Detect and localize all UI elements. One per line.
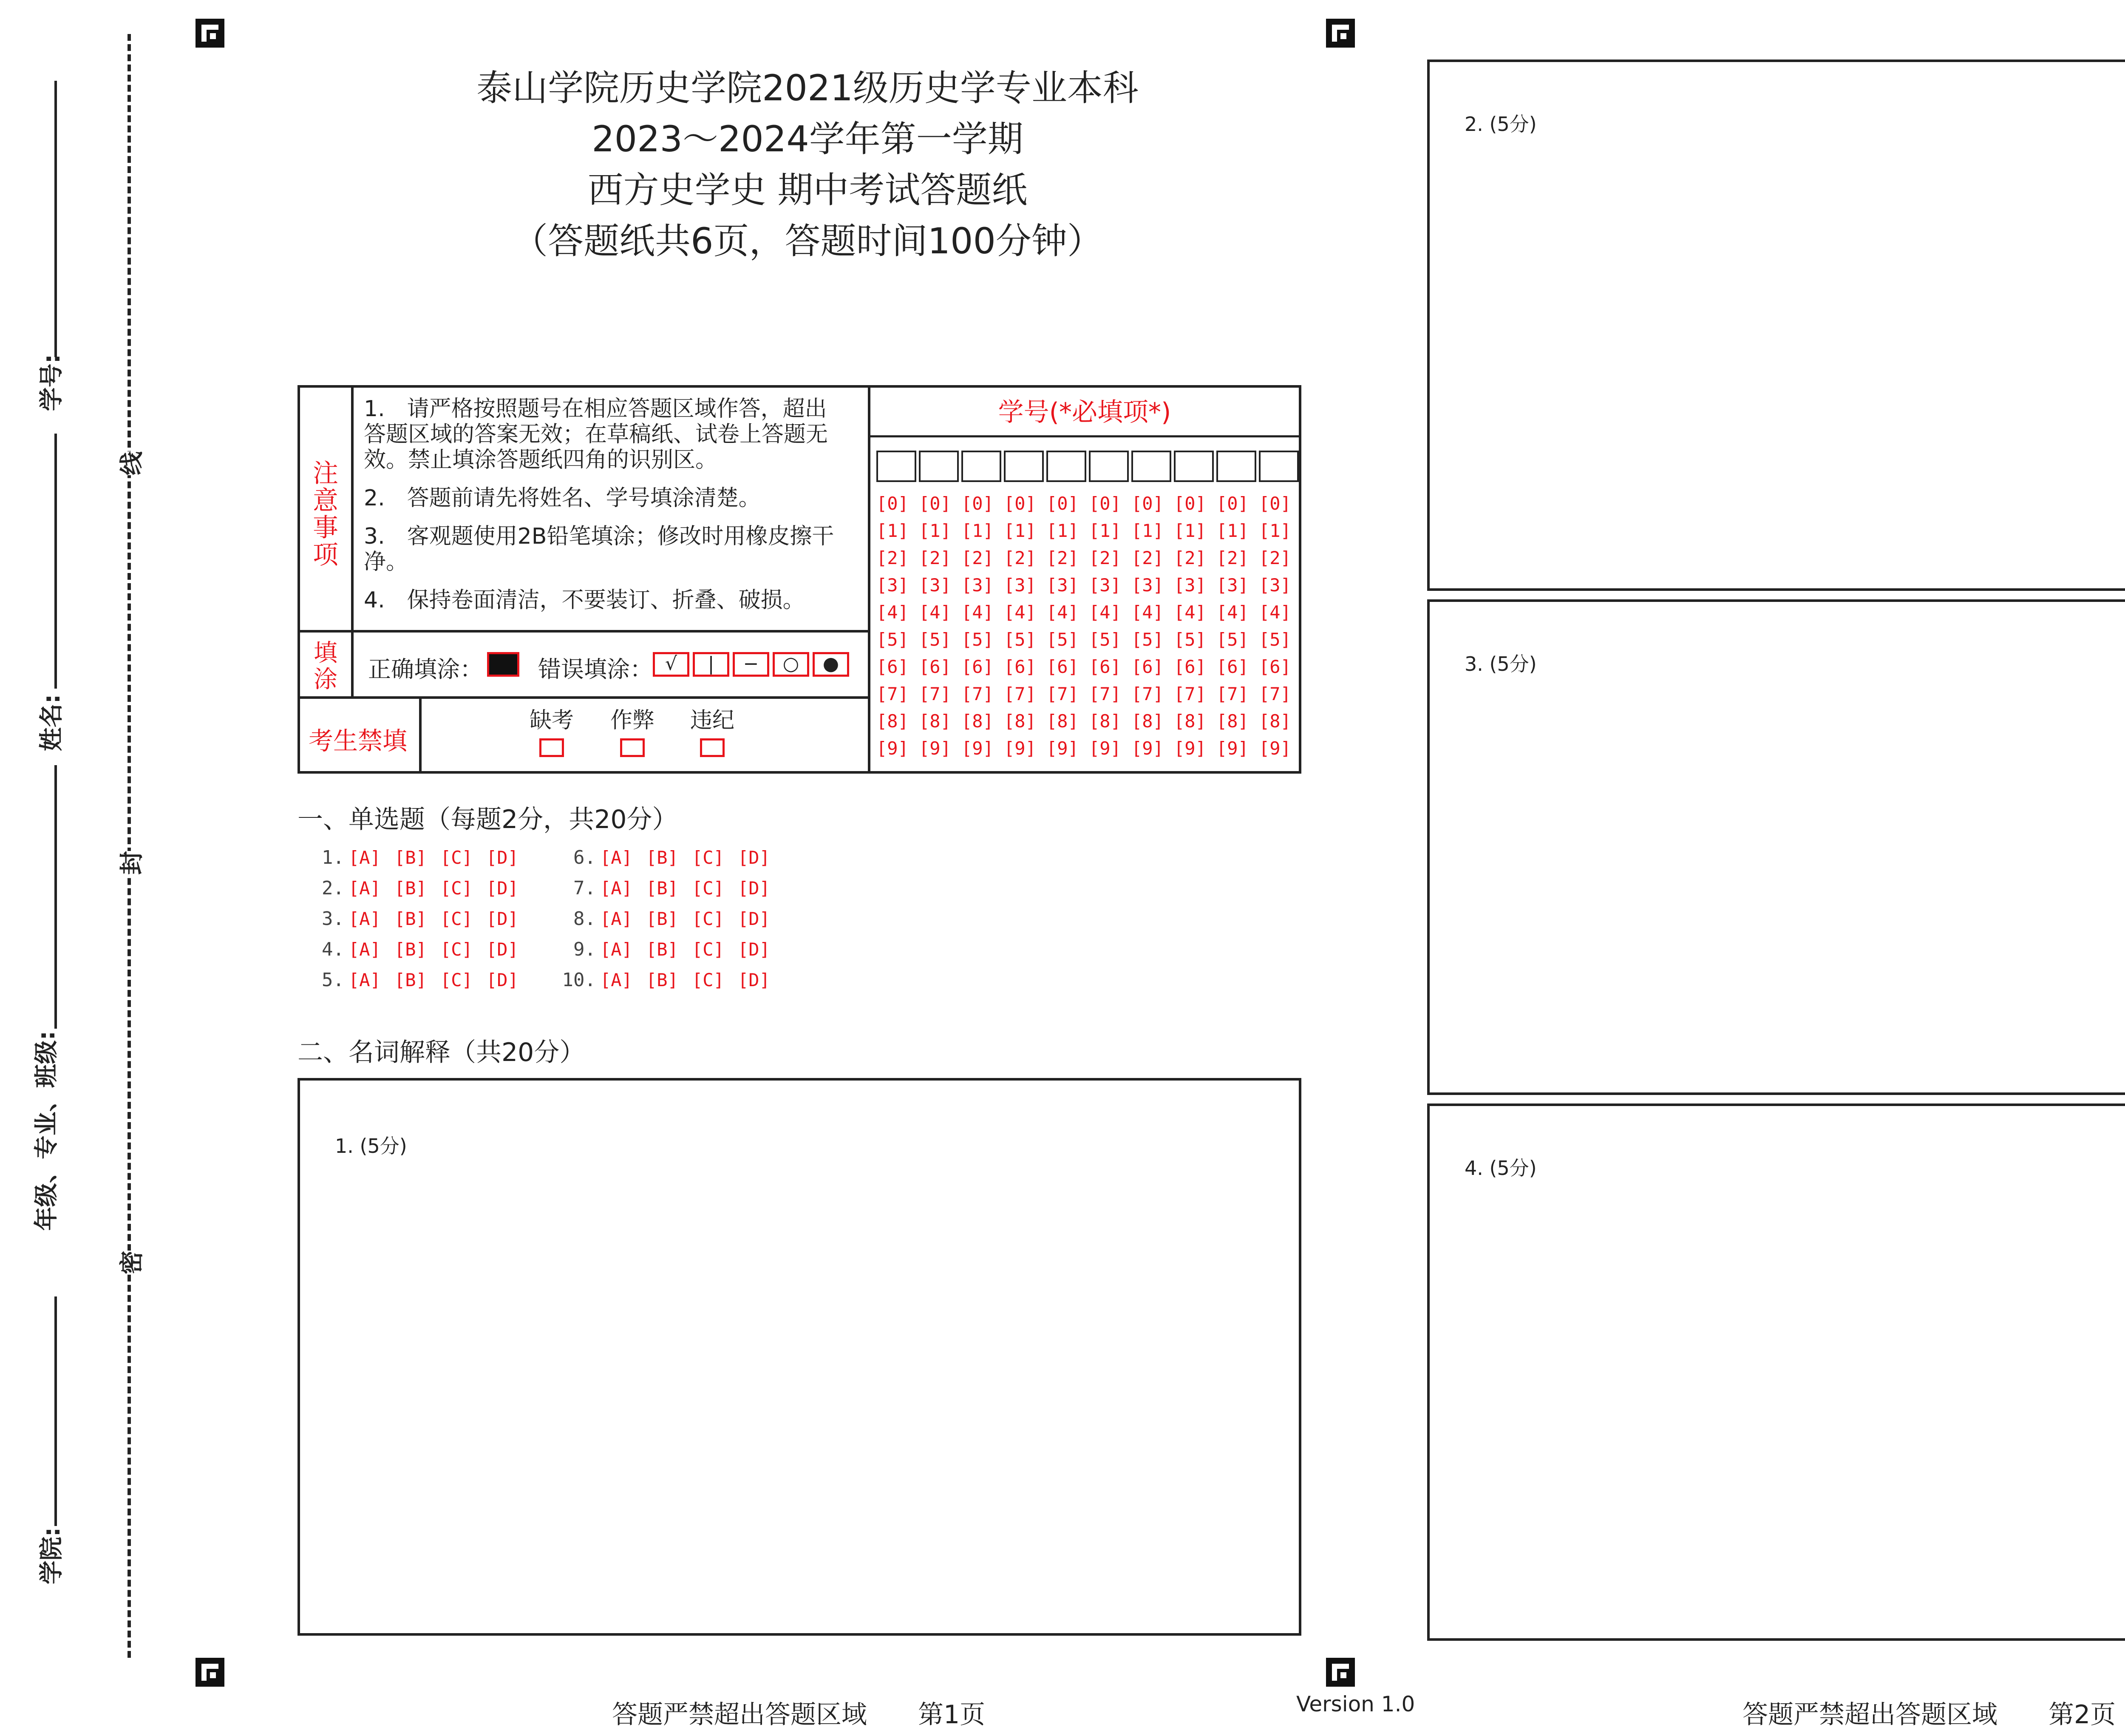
correct-fill-sample: [487, 652, 519, 677]
student-id-bubble[interactable]: [4]: [1259, 602, 1291, 623]
answer-option-bubble[interactable]: [B]: [646, 908, 678, 929]
answer-option-bubble[interactable]: [C]: [440, 847, 473, 868]
answer-option-bubble[interactable]: [A]: [600, 847, 632, 868]
student-id-bubble[interactable]: [7]: [1174, 684, 1206, 704]
question-number: 3.: [322, 908, 344, 930]
notice-item-3: 3. 客观题使用2B铅笔填涂；修改时用橡皮擦干净。: [364, 524, 834, 575]
fill-title: 填涂: [314, 639, 337, 693]
student-id-bubble[interactable]: [1]: [1089, 520, 1121, 541]
answer-box-3[interactable]: [1427, 599, 2125, 1095]
student-id-bubble[interactable]: [1]: [876, 520, 909, 541]
answer-option-bubble[interactable]: [B]: [394, 847, 427, 868]
answer-option-bubble[interactable]: [A]: [348, 939, 381, 960]
student-id-bubble[interactable]: [0]: [1004, 493, 1036, 514]
answer-option-bubble[interactable]: [C]: [692, 878, 724, 899]
answer-option-bubble[interactable]: [B]: [394, 970, 427, 990]
student-id-bubble[interactable]: [6]: [1131, 656, 1164, 677]
student-id-bubble[interactable]: [3]: [961, 575, 994, 596]
answer-box-4[interactable]: [1427, 1103, 2125, 1641]
student-id-bubble[interactable]: [4]: [1174, 602, 1206, 623]
student-id-bubble[interactable]: [5]: [1259, 629, 1291, 650]
answer-option-bubble[interactable]: [C]: [440, 908, 473, 929]
answer-option-bubble[interactable]: [A]: [348, 878, 381, 899]
student-id-bubble[interactable]: [7]: [1216, 684, 1249, 704]
side-line-3: [54, 765, 57, 1029]
student-id-cells[interactable]: [876, 451, 1299, 484]
student-id-bubble[interactable]: [2]: [1089, 547, 1121, 568]
student-id-bubble[interactable]: [5]: [876, 629, 909, 650]
student-id-bubble[interactable]: [7]: [1131, 684, 1164, 704]
section2-title: 二、名词解释（共20分）: [298, 1038, 585, 1067]
student-id-bubble[interactable]: [2]: [1046, 547, 1079, 568]
section1-title: 一、单选题（每题2分，共20分）: [298, 805, 678, 834]
wrong-fill-dash: −: [733, 652, 769, 677]
student-id-bubble[interactable]: [6]: [1174, 656, 1206, 677]
student-id-bubble[interactable]: [1]: [1259, 520, 1291, 541]
student-id-bubble[interactable]: [5]: [919, 629, 951, 650]
student-id-bubble[interactable]: [4]: [876, 602, 909, 623]
name-label: 姓名:: [38, 694, 66, 752]
student-id-bubble[interactable]: [6]: [1046, 656, 1079, 677]
student-id-bubble[interactable]: [0]: [876, 493, 909, 514]
student-id-bubble[interactable]: [9]: [1259, 738, 1291, 759]
forbid-violation-box[interactable]: [700, 738, 725, 757]
answer-option-bubble[interactable]: [A]: [600, 878, 632, 899]
seal-word-dense: 密: [113, 1251, 147, 1274]
header-line-2: 2023～2024学年第一学期: [592, 118, 1023, 160]
forbid-cheat-box[interactable]: [620, 738, 645, 757]
student-id-bubble[interactable]: [2]: [961, 547, 994, 568]
student-id-bubble[interactable]: [0]: [1046, 493, 1079, 514]
student-id-bubble[interactable]: [9]: [876, 738, 909, 759]
answer-option-bubble[interactable]: [A]: [348, 908, 381, 929]
student-id-bubble[interactable]: [6]: [1089, 656, 1121, 677]
student-id-bubble[interactable]: [7]: [919, 684, 951, 704]
student-id-bubble[interactable]: [5]: [1046, 629, 1079, 650]
answer-option-bubble[interactable]: [D]: [738, 970, 770, 990]
answer-option-bubble[interactable]: [D]: [738, 908, 770, 929]
student-id-bubble[interactable]: [0]: [1259, 493, 1291, 514]
answer-option-bubble[interactable]: [D]: [738, 847, 770, 868]
answer-option-bubble[interactable]: [C]: [692, 970, 724, 990]
answer-option-bubble[interactable]: [A]: [600, 939, 632, 960]
corner-marker-bottom-center: [1326, 1658, 1355, 1687]
student-id-bubble[interactable]: [0]: [1174, 493, 1206, 514]
student-id-bubble[interactable]: [4]: [1046, 602, 1079, 623]
footer-version: Version 1.0: [1296, 1692, 1415, 1716]
student-id-bubble[interactable]: [6]: [919, 656, 951, 677]
student-id-bubble[interactable]: [8]: [1259, 711, 1291, 732]
notice-block: [298, 385, 1301, 774]
wrong-fill-circle: ○: [773, 652, 809, 677]
student-id-bubble[interactable]: [5]: [961, 629, 994, 650]
side-line-4: [54, 1296, 57, 1526]
student-id-bubble[interactable]: [0]: [1089, 493, 1121, 514]
wrong-fill-bar: |: [693, 652, 729, 677]
seal-word-line: 线: [113, 451, 147, 475]
answer-box-1[interactable]: [298, 1078, 1301, 1636]
answer-option-bubble[interactable]: [D]: [486, 939, 518, 960]
student-id-bubble[interactable]: [7]: [1089, 684, 1121, 704]
notice-title: 注意事项: [313, 459, 338, 570]
student-id-bubble[interactable]: [7]: [961, 684, 994, 704]
student-id-bubble[interactable]: [8]: [1004, 711, 1036, 732]
header-line-4: （答题纸共6页，答题时间100分钟）: [512, 220, 1103, 262]
student-id-bubble[interactable]: [2]: [919, 547, 951, 568]
student-id-bubble[interactable]: [0]: [1131, 493, 1164, 514]
answer-option-bubble[interactable]: [A]: [348, 970, 381, 990]
header-line-1: 泰山学院历史学院2021级历史学专业本科: [476, 67, 1139, 109]
answer-option-bubble[interactable]: [B]: [646, 970, 678, 990]
student-id-bubble[interactable]: [1]: [1174, 520, 1206, 541]
answer-option-bubble[interactable]: [B]: [394, 939, 427, 960]
answer-option-bubble[interactable]: [A]: [348, 847, 381, 868]
student-id-bubble[interactable]: [4]: [1004, 602, 1036, 623]
question-number: 9.: [573, 939, 596, 960]
student-id-bubble[interactable]: [3]: [1131, 575, 1164, 596]
student-id-bubble[interactable]: [2]: [1131, 547, 1164, 568]
student-id-bubble[interactable]: [2]: [1004, 547, 1036, 568]
student-id-bubble[interactable]: [6]: [1216, 656, 1249, 677]
answer-box-1-label: 1. (5分): [335, 1135, 407, 1157]
side-line-2: [54, 434, 57, 689]
answer-option-bubble[interactable]: [D]: [486, 970, 518, 990]
student-id-bubble[interactable]: [7]: [1046, 684, 1079, 704]
class-label: 年级、专业、班级:: [33, 1030, 61, 1231]
question-number: 1.: [322, 847, 344, 868]
student-id-bubble[interactable]: [8]: [1174, 711, 1206, 732]
answer-box-3-label: 3. (5分): [1465, 652, 1537, 675]
correct-fill-label: 正确填涂：: [368, 656, 483, 683]
student-id-bubble[interactable]: [8]: [876, 711, 909, 732]
student-id-bubble[interactable]: [3]: [1004, 575, 1036, 596]
answer-option-bubble[interactable]: [C]: [440, 939, 473, 960]
college-label: 学院:: [38, 1527, 66, 1585]
answer-box-2-label: 2. (5分): [1465, 113, 1537, 136]
answer-option-bubble[interactable]: [D]: [486, 847, 518, 868]
multiple-choice-grid[interactable]: [298, 847, 784, 1000]
student-id-bubble[interactable]: [8]: [961, 711, 994, 732]
student-id-bubble[interactable]: [4]: [919, 602, 951, 623]
student-id-bubble[interactable]: [3]: [1089, 575, 1121, 596]
student-id-bubble[interactable]: [1]: [919, 520, 951, 541]
corner-marker-top-center: [1326, 19, 1355, 48]
answer-option-bubble[interactable]: [C]: [692, 847, 724, 868]
student-id-bubble[interactable]: [4]: [1131, 602, 1164, 623]
student-id-bubble[interactable]: [9]: [1216, 738, 1249, 759]
student-id-bubble[interactable]: [3]: [919, 575, 951, 596]
student-id-bubble[interactable]: [8]: [1216, 711, 1249, 732]
answer-option-bubble[interactable]: [B]: [646, 939, 678, 960]
student-id-bubble[interactable]: [1]: [1004, 520, 1036, 541]
question-number: 4.: [322, 939, 344, 960]
student-id-bubble[interactable]: [1]: [1131, 520, 1164, 541]
student-id-bubble[interactable]: [6]: [876, 656, 909, 677]
corner-marker-top-left: [196, 19, 224, 48]
student-id-bubble[interactable]: [4]: [1089, 602, 1121, 623]
answer-option-bubble[interactable]: [A]: [600, 970, 632, 990]
answer-option-bubble[interactable]: [B]: [646, 847, 678, 868]
student-id-bubble[interactable]: [2]: [1216, 547, 1249, 568]
student-id-title: 学号(*必填项*): [998, 397, 1171, 427]
answer-option-bubble[interactable]: [D]: [738, 878, 770, 899]
student-id-bubble[interactable]: [1]: [1216, 520, 1249, 541]
student-id-bubble[interactable]: [3]: [1216, 575, 1249, 596]
question-number: 7.: [573, 877, 596, 899]
forbid-title: 考生禁填: [309, 726, 408, 755]
answer-box-2[interactable]: [1427, 60, 2125, 591]
answer-option-bubble[interactable]: [D]: [486, 878, 518, 899]
answer-option-bubble[interactable]: [B]: [394, 908, 427, 929]
student-id-bubble[interactable]: [2]: [876, 547, 909, 568]
answer-box-4-label: 4. (5分): [1465, 1157, 1537, 1180]
student-id-bubble[interactable]: [3]: [876, 575, 909, 596]
student-id-bubble[interactable]: [8]: [1046, 711, 1079, 732]
wrong-fill-check: √: [653, 652, 689, 677]
answer-option-bubble[interactable]: [B]: [646, 878, 678, 899]
student-id-bubble[interactable]: [5]: [1004, 629, 1036, 650]
student-id-bubble[interactable]: [0]: [919, 493, 951, 514]
student-id-bubble[interactable]: [5]: [1216, 629, 1249, 650]
student-id-bubble[interactable]: [5]: [1174, 629, 1206, 650]
answer-option-bubble[interactable]: [C]: [692, 939, 724, 960]
forbid-absent-box[interactable]: [539, 738, 564, 757]
student-id-bubble[interactable]: [9]: [919, 738, 951, 759]
student-id-bubble[interactable]: [3]: [1259, 575, 1291, 596]
student-id-bubble[interactable]: [7]: [876, 684, 909, 704]
side-line-1: [54, 81, 57, 357]
student-id-bubble[interactable]: [4]: [961, 602, 994, 623]
forbid-absent-label: 缺考: [530, 708, 574, 733]
question-number: 8.: [573, 908, 596, 930]
notice-item-1: 1. 请严格按照题号在相应答题区域作答，超出答题区域的答案无效；在草稿纸、试卷上答题无效。禁止填涂答题纸四角的识别区。: [364, 396, 828, 473]
student-id-label: 学号:: [38, 354, 66, 411]
student-id-bubble[interactable]: [2]: [1259, 547, 1291, 568]
student-id-bubble[interactable]: [7]: [1259, 684, 1291, 704]
seal-word-seal: 封: [113, 851, 147, 875]
student-id-bubble-grid[interactable]: [876, 493, 1301, 765]
answer-option-bubble[interactable]: [D]: [738, 939, 770, 960]
student-id-bubble[interactable]: [6]: [1259, 656, 1291, 677]
seal-dashed-line: [128, 34, 131, 1658]
student-id-bubble[interactable]: [3]: [1174, 575, 1206, 596]
student-id-bubble[interactable]: [8]: [1131, 711, 1164, 732]
answer-option-bubble[interactable]: [C]: [440, 878, 473, 899]
student-id-bubble[interactable]: [7]: [1004, 684, 1036, 704]
student-id-bubble[interactable]: [1]: [961, 520, 994, 541]
student-id-bubble[interactable]: [9]: [1004, 738, 1036, 759]
student-id-bubble[interactable]: [5]: [1089, 629, 1121, 650]
student-id-bubble[interactable]: [5]: [1131, 629, 1164, 650]
notice-item-4: 4. 保持卷面清洁，不要装订、折叠、破损。: [364, 587, 805, 613]
student-id-bubble[interactable]: [9]: [1174, 738, 1206, 759]
answer-option-bubble[interactable]: [C]: [440, 970, 473, 990]
student-id-bubble[interactable]: [8]: [919, 711, 951, 732]
student-id-bubble[interactable]: [4]: [1216, 602, 1249, 623]
student-id-bubble[interactable]: [6]: [1004, 656, 1036, 677]
header-line-3: 西方史学史 期中考试答题纸: [587, 169, 1028, 211]
student-id-bubble[interactable]: [3]: [1046, 575, 1079, 596]
question-number: 10.: [562, 969, 596, 991]
question-number: 6.: [573, 847, 596, 868]
student-id-bubble[interactable]: [9]: [961, 738, 994, 759]
student-id-bubble[interactable]: [0]: [961, 493, 994, 514]
student-id-bubble[interactable]: [0]: [1216, 493, 1249, 514]
student-id-bubble[interactable]: [9]: [1046, 738, 1079, 759]
footer-page-1: 答题严禁超出答题区域 第1页: [612, 1700, 986, 1730]
forbid-cheat-label: 作弊: [610, 708, 655, 733]
student-id-bubble[interactable]: [2]: [1174, 547, 1206, 568]
corner-marker-bottom-left: [196, 1658, 224, 1687]
footer-page-2: 答题严禁超出答题区域 第2页: [1742, 1700, 2116, 1730]
student-id-bubble[interactable]: [1]: [1046, 520, 1079, 541]
wrong-fill-label: 错误填涂：: [538, 656, 653, 683]
answer-option-bubble[interactable]: [A]: [600, 908, 632, 929]
question-number: 2.: [322, 877, 344, 899]
student-id-bubble[interactable]: [9]: [1089, 738, 1121, 759]
answer-option-bubble[interactable]: [C]: [692, 908, 724, 929]
question-number: 5.: [322, 969, 344, 991]
student-id-bubble[interactable]: [8]: [1089, 711, 1121, 732]
forbid-violation-label: 违纪: [690, 708, 735, 733]
notice-item-2: 2. 答题前请先将姓名、学号填涂清楚。: [364, 485, 761, 511]
student-id-bubble[interactable]: [6]: [961, 656, 994, 677]
answer-option-bubble[interactable]: [B]: [394, 878, 427, 899]
wrong-fill-dot: ●: [813, 652, 849, 677]
answer-option-bubble[interactable]: [D]: [486, 908, 518, 929]
student-id-bubble[interactable]: [9]: [1131, 738, 1164, 759]
